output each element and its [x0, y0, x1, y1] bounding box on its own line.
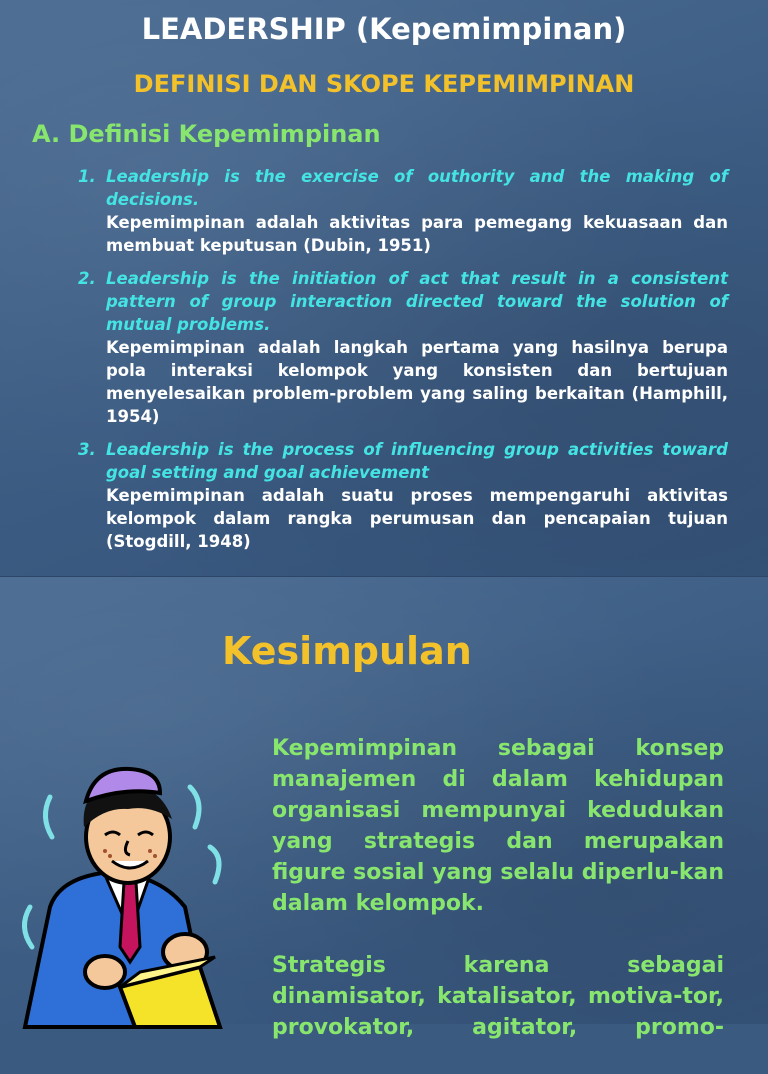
slide-title: LEADERSHIP (Kepemimpinan) — [141, 12, 627, 46]
slide-subtitle: DEFINISI DAN SKOPE KEPEMIMPINAN — [133, 70, 635, 98]
section-heading: A. Definisi Kepemimpinan — [32, 120, 381, 148]
item-number: 2. — [78, 269, 96, 288]
english-definition: Leadership is the exercise of outhority and the making of decisions. — [106, 167, 728, 209]
indonesian-definition: Kepemimpinan adalah langkah pertama yang hasilnya berupa pola interaksi kelompok yang konsisten dan bertujuan menyelesaikan problem-problem yang saling berkaitan (Hamphill, 1954) — [106, 338, 728, 426]
definition-list — [78, 165, 728, 563]
definition-item-3 — [78, 438, 728, 553]
indonesian-definition: Kepemimpinan adalah aktivitas para pemegang kekuasaan dan membuat keputusan (Dubin, 1951) — [106, 213, 728, 255]
item-number: 3. — [78, 440, 96, 459]
slide-kesimpulan — [0, 576, 768, 1040]
item-number: 1. — [78, 167, 96, 186]
conclusion-paragraph-2: Strategis karena sebagai dinamisator, katalisator, motiva-tor, provokator, agitator, promo- — [272, 953, 724, 1040]
conclusion-paragraph-1: Kepemimpinan sebagai konsep manajemen di dalam kehidupan organisasi mempunyai kedudukan yang strategis dan merupakan figure sosial yang selalu diperlu-kan dalam kelompok. — [272, 736, 724, 916]
conclusion-title: Kesimpulan — [222, 629, 472, 673]
definition-item-2 — [78, 267, 728, 428]
english-definition: Leadership is the process of influencing group activities toward goal setting and goal achievement — [106, 440, 728, 482]
conclusion-body — [272, 733, 724, 1074]
indonesian-definition: Kepemimpinan adalah suatu proses mempengaruhi aktivitas kelompok dalam rangka perumusan dan pencapaian tujuan (Stogdill, 1948) — [106, 486, 728, 551]
english-definition: Leadership is the initiation of act that result in a consistent pattern of group interaction directed toward the solution of mutual problems. — [106, 269, 728, 334]
cheerful-man-with-box-clipart-icon — [10, 757, 250, 1027]
definition-item-1 — [78, 165, 728, 257]
